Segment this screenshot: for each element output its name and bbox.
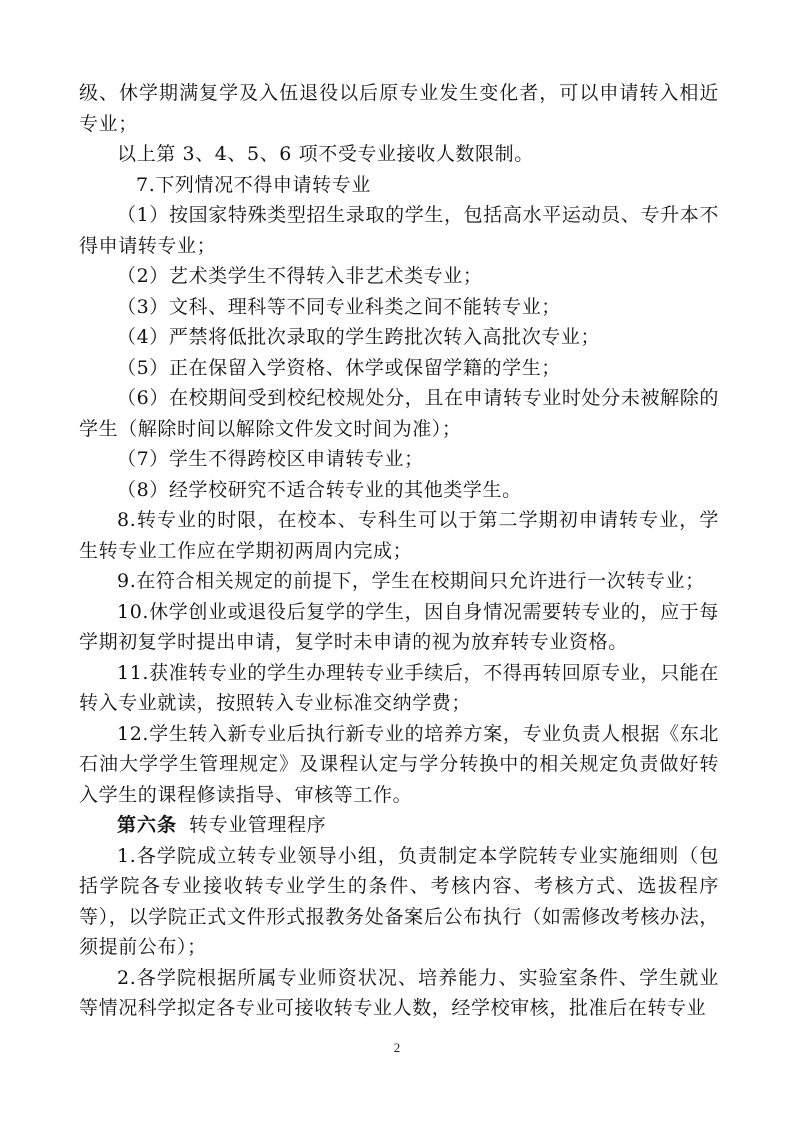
- paragraph-item-12: 12.学生转入新专业后执行新专业的培养方案，专业负责人根据《东北石油大学学生管理规定》及课程认定与学分转换中的相关规定负责做好转入学生的课程修读指导、审核等工作。: [79, 722, 719, 806]
- document-body: [79, 78, 719, 1024]
- paragraph-subitem-4: （4）严禁将低批次录取的学生跨批次转入高批次专业；: [117, 326, 601, 348]
- section-paragraph-2: 2.各学院根据所属专业师资状况、培养能力、实验室条件、学生就业等情况科学拟定各专业可接收转专业人数，经学校审核，批准后在转专业: [79, 966, 719, 1019]
- paragraph-subitem-1: （1）按国家特殊类型招生录取的学生，包括高水平运动员、专升本不得申请转专业；: [79, 204, 719, 257]
- paragraph-subitem-5: （5）正在保留入学资格、休学或保留学籍的学生；: [117, 356, 561, 379]
- paragraph-item-9: 9.在符合相关规定的前提下，学生在校期间只允许进行一次转专业；: [117, 570, 705, 592]
- paragraph-item-11: 11.获准转专业的学生办理转专业手续后，不得再转回原专业，只能在转入专业就读，按照转入专业标准交纳学费；: [79, 661, 719, 714]
- paragraph-item-8: 8.转专业的时限，在校本、专科生可以于第二学期初申请转专业，学生转专业工作应在学期初两周内完成；: [79, 509, 719, 562]
- paragraph-subitem-6: （6）在校期间受到校纪校规处分，且在申请转专业时处分未被解除的学生（解除时间以解除文件发文时间为准）；: [79, 387, 719, 440]
- paragraph-note: 以上第 3、4、5、6 项不受专业接收人数限制。: [117, 143, 534, 165]
- page-number: 2: [393, 1040, 401, 1055]
- section-label: 第六条: [117, 814, 178, 836]
- paragraph-item-7-heading: 7.下列情况不得申请转专业: [136, 173, 371, 196]
- paragraph-item-10: 10.休学创业或退役后复学的学生，因自身情况需要转专业的，应于每学期初复学时提出申请，复学时未申请的视为放弃转专业资格。: [79, 600, 719, 653]
- paragraph-subitem-7: （7）学生不得跨校区申请转专业；: [117, 448, 424, 470]
- paragraph-subitem-8: （8）经学校研究不适合转专业的其他类学生。: [117, 478, 522, 501]
- paragraph-subitem-3: （3）文科、理科等不同专业科类之间不能转专业；: [117, 295, 561, 318]
- section-heading: [79, 810, 719, 841]
- section-title: 转专业管理程序: [189, 814, 327, 836]
- paragraph-continuation: 级、休学期满复学及入伍退役以后原专业发生变化者，可以申请转入相近专业；: [79, 82, 719, 135]
- section-paragraph-1: 1.各学院成立转专业领导小组，负责制定本学院转专业实施细则（包括学院各专业接收转专业学生的条件、考核内容、考核方式、选拔程序等），以学院正式文件形式报教务处备案后公布执行（如需修改考核办法，须提前公布）；: [79, 844, 719, 958]
- paragraph-subitem-2: （2）艺术类学生不得转入非艺术类专业；: [117, 265, 483, 287]
